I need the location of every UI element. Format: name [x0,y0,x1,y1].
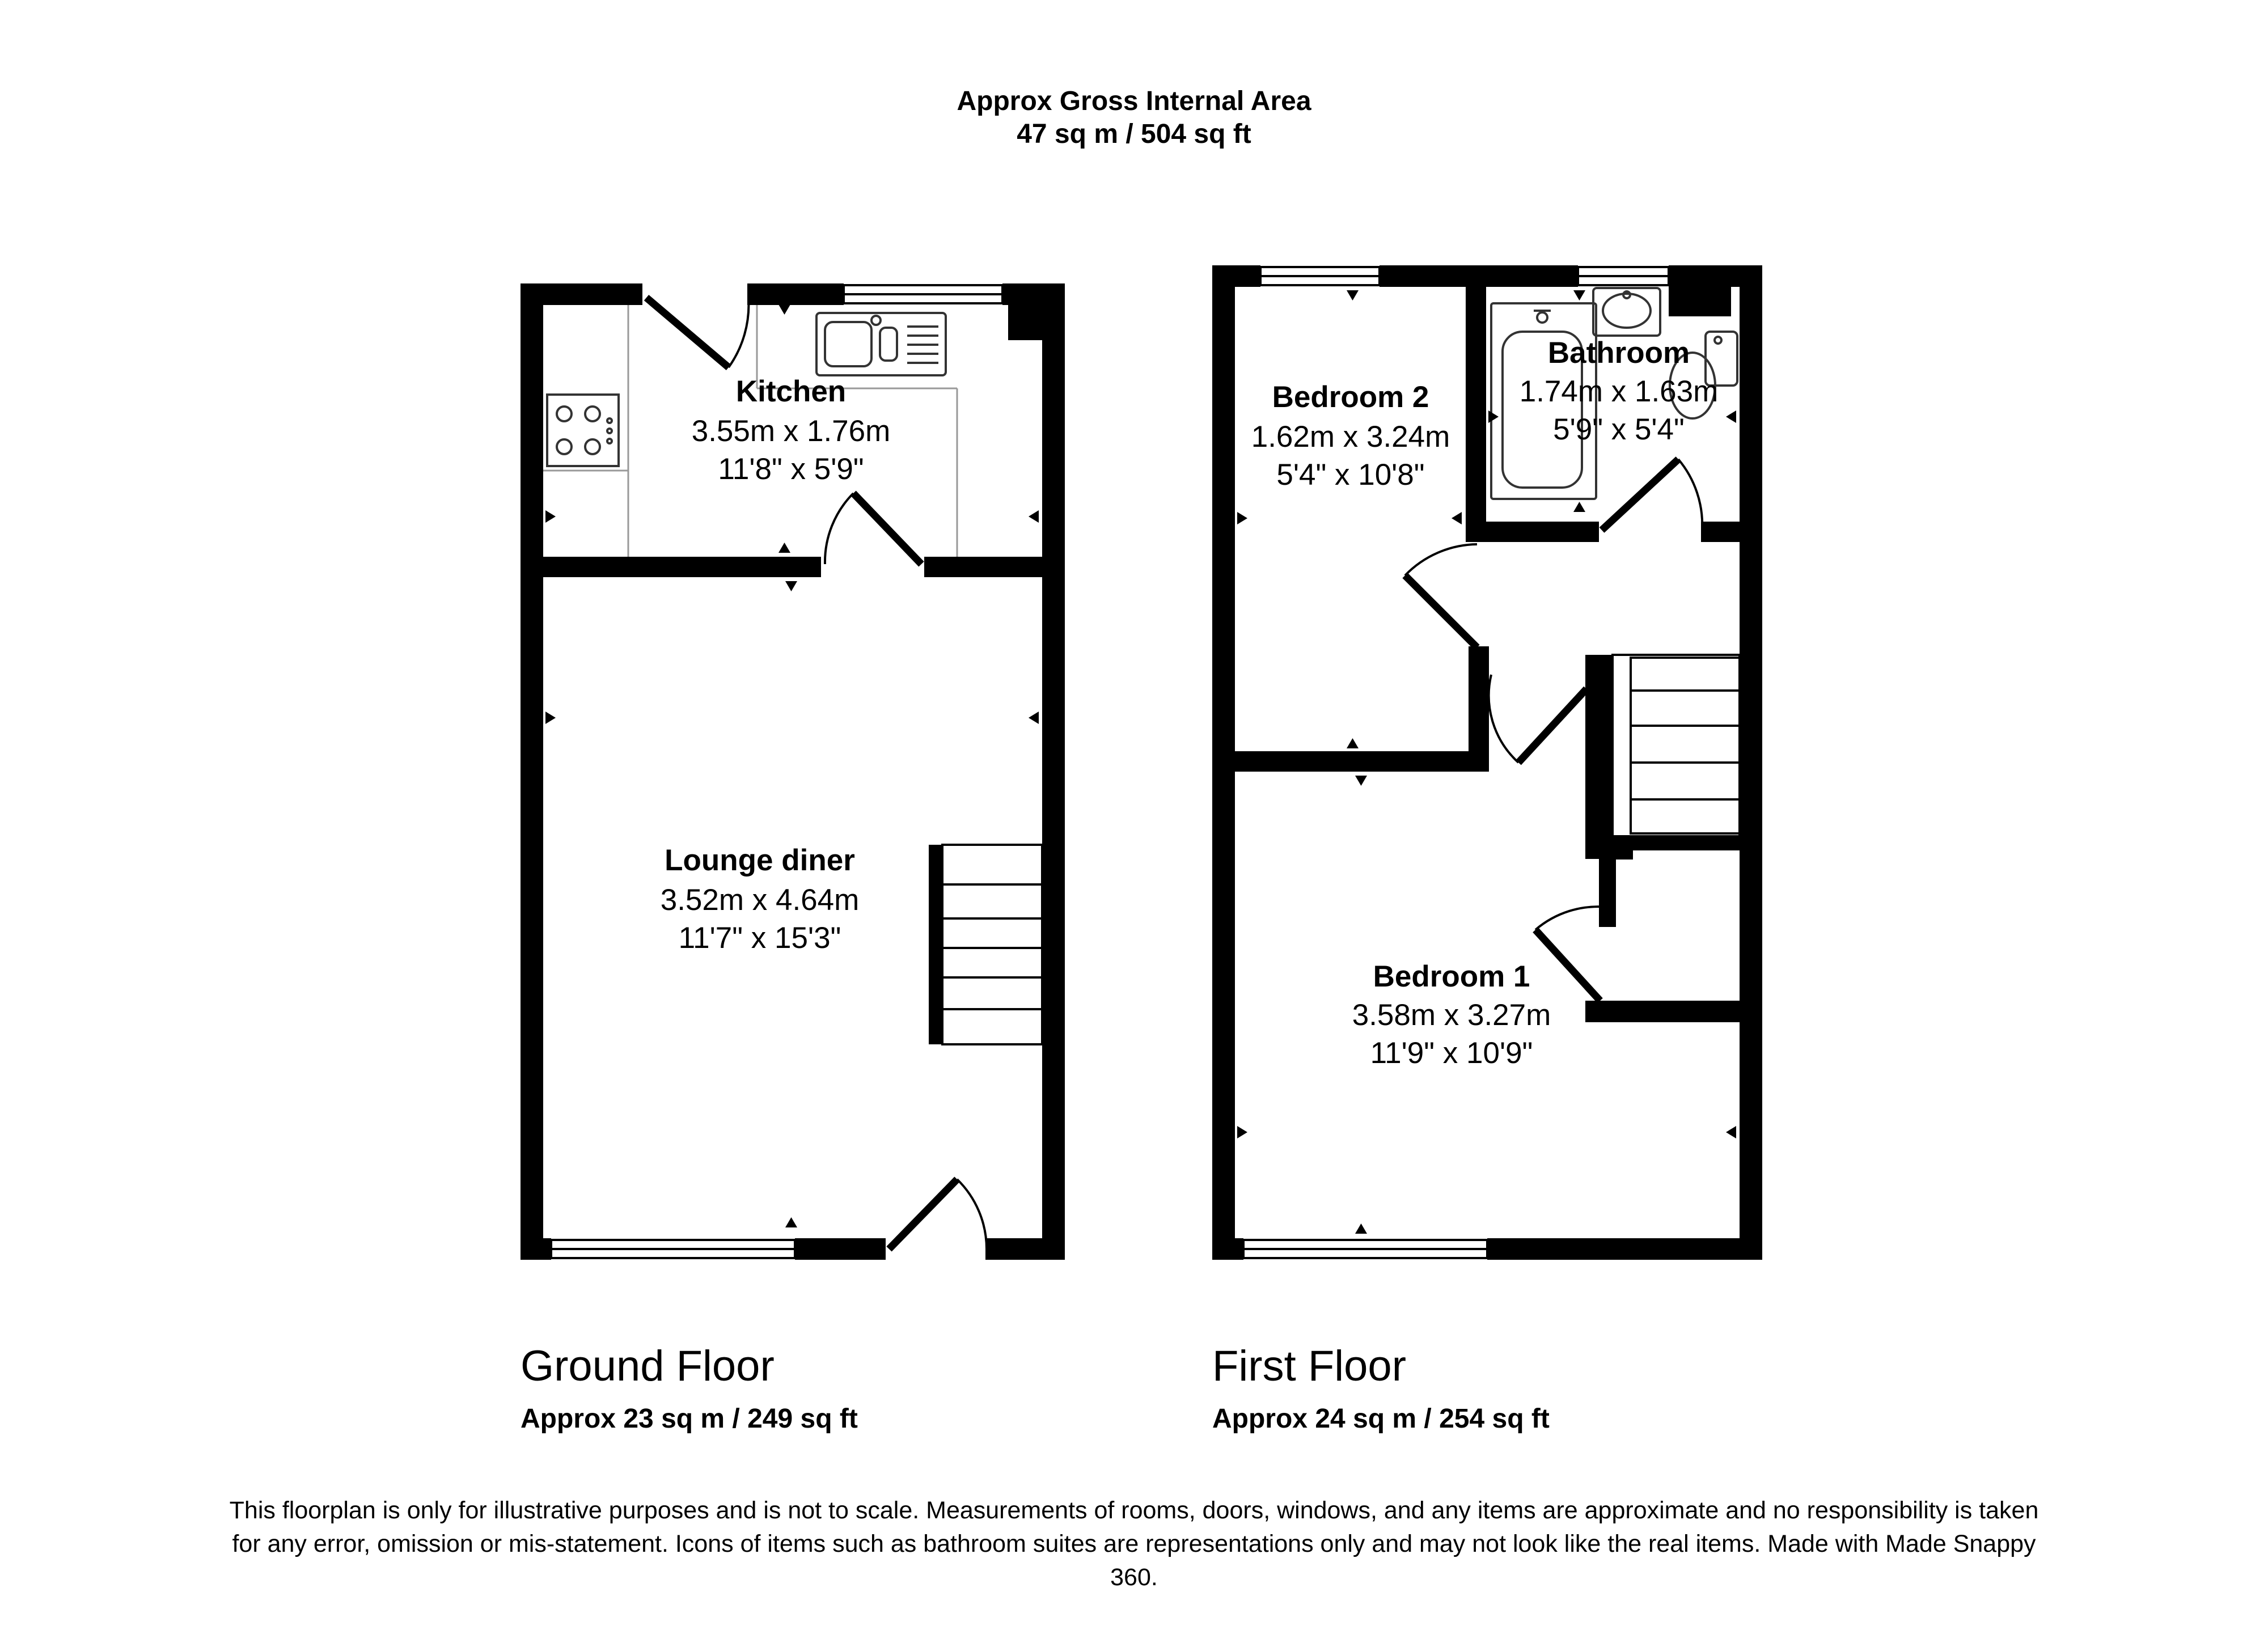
disclaimer-text: This floorplan is only for illustrative purposes and is not to scale. Measurements of rooms, doors, windows, and any items are approximate and no responsibility is taken for any error, omission or mis-statement. Icons of items such as bathroom suites are representations only and may not look like the real items. Made with Made Snappy 360. [229,1497,2039,1591]
room-label-bathroom [1520,336,1719,446]
ground-floor-stairs [929,845,1042,1044]
room-label-lounge-diner [661,844,860,955]
room-dimensions-metric: 3.55m x 1.76m [691,414,891,448]
header-title: Approx Gross Internal Area [957,86,1311,116]
first-floor-stairs [1613,655,1740,850]
room-label-bedroom-2 [1251,380,1450,492]
room-name: Lounge diner [665,844,855,877]
kitchen-sink-icon [816,313,946,375]
room-name: Bedroom 1 [1373,960,1530,993]
washbasin-icon [1593,288,1660,336]
room-name: Bedroom 2 [1272,380,1429,414]
room-dimensions-metric: 3.58m x 3.27m [1352,998,1551,1032]
header-total-area: 47 sq m / 504 sq ft [1017,119,1251,149]
room-dimensions-imperial: 11'8" x 5'9" [718,452,864,486]
first-floor-area: Approx 24 sq m / 254 sq ft [1212,1404,1550,1434]
ground-floor-area: Approx 23 sq m / 249 sq ft [521,1404,858,1434]
ground-floor-title: Ground Floor [521,1342,775,1390]
room-dimensions-imperial: 5'4" x 10'8" [1276,458,1425,492]
room-dimensions-metric: 1.62m x 3.24m [1251,420,1450,454]
first-floor-title: First Floor [1212,1342,1406,1390]
room-dimensions-metric: 3.52m x 4.64m [660,883,860,917]
room-dimensions-imperial: 11'7" x 15'3" [678,921,841,955]
room-name: Bathroom [1547,336,1690,370]
room-dimensions-metric: 1.74m x 1.63m [1519,375,1719,408]
hob-icon [547,395,619,466]
room-label-bedroom-1 [1352,960,1551,1070]
room-label-kitchen [692,375,891,486]
room-name: Kitchen [735,375,847,408]
room-dimensions-imperial: 11'9" x 10'9" [1370,1036,1533,1070]
room-dimensions-imperial: 5'9" x 5'4" [1553,413,1685,446]
